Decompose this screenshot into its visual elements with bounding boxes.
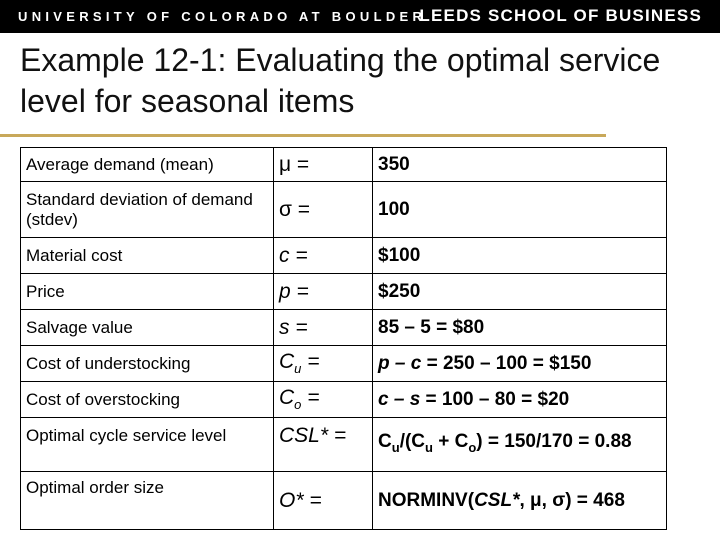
row-symbol: O* = bbox=[274, 472, 373, 530]
row-label: Cost of understocking bbox=[21, 346, 274, 382]
table-row bbox=[21, 418, 667, 472]
row-symbol: p = bbox=[274, 274, 373, 310]
row-symbol: σ = bbox=[274, 182, 373, 238]
row-label: Optimal cycle service level bbox=[21, 418, 274, 472]
row-label: Salvage value bbox=[21, 310, 274, 346]
table-row bbox=[21, 148, 667, 182]
row-label: Price bbox=[21, 274, 274, 310]
table-row bbox=[21, 346, 667, 382]
row-value: 85 – 5 = $80 bbox=[373, 310, 667, 346]
table-row bbox=[21, 182, 667, 238]
university-name: UNIVERSITY OF COLORADO AT BOULDER bbox=[18, 9, 427, 24]
row-value: $C_u/(C_u + C_o) = 150/170 = 0.88$ bbox=[373, 418, 667, 472]
row-value: c – s = 100 – 80 = $20 bbox=[373, 382, 667, 418]
row-label: Material cost bbox=[21, 238, 274, 274]
row-symbol: μ = bbox=[274, 148, 373, 182]
row-value: $250 bbox=[373, 274, 667, 310]
row-symbol: CSL* = bbox=[274, 418, 373, 472]
school-name: LEEDS SCHOOL OF BUSINESS bbox=[419, 6, 702, 25]
title-divider bbox=[0, 134, 606, 137]
row-value: 350 bbox=[373, 148, 667, 182]
table-row bbox=[21, 274, 667, 310]
row-value: $100 bbox=[373, 238, 667, 274]
row-label: Optimal order size bbox=[21, 472, 274, 530]
table-row bbox=[21, 310, 667, 346]
row-symbol: s = bbox=[274, 310, 373, 346]
row-value: p – c = 250 – 100 = $150 bbox=[373, 346, 667, 382]
row-symbol: c = bbox=[274, 238, 373, 274]
row-value: NORMINV(CSL*, μ, σ) = 468 bbox=[373, 472, 667, 530]
row-value: 100 bbox=[373, 182, 667, 238]
slide-title: Example 12-1: Evaluating the optimal service level for seasonal items bbox=[20, 42, 661, 119]
row-symbol: $C_o$ = bbox=[274, 382, 373, 418]
parameter-table bbox=[20, 147, 667, 530]
header-banner bbox=[0, 0, 720, 33]
row-label: Cost of overstocking bbox=[21, 382, 274, 418]
table-row bbox=[21, 238, 667, 274]
table-row bbox=[21, 472, 667, 530]
row-label: Average demand (mean) bbox=[21, 148, 274, 182]
table-row bbox=[21, 382, 667, 418]
row-label: Standard deviation of demand (stdev) bbox=[21, 182, 274, 238]
row-symbol: $C_u$ = bbox=[274, 346, 373, 382]
